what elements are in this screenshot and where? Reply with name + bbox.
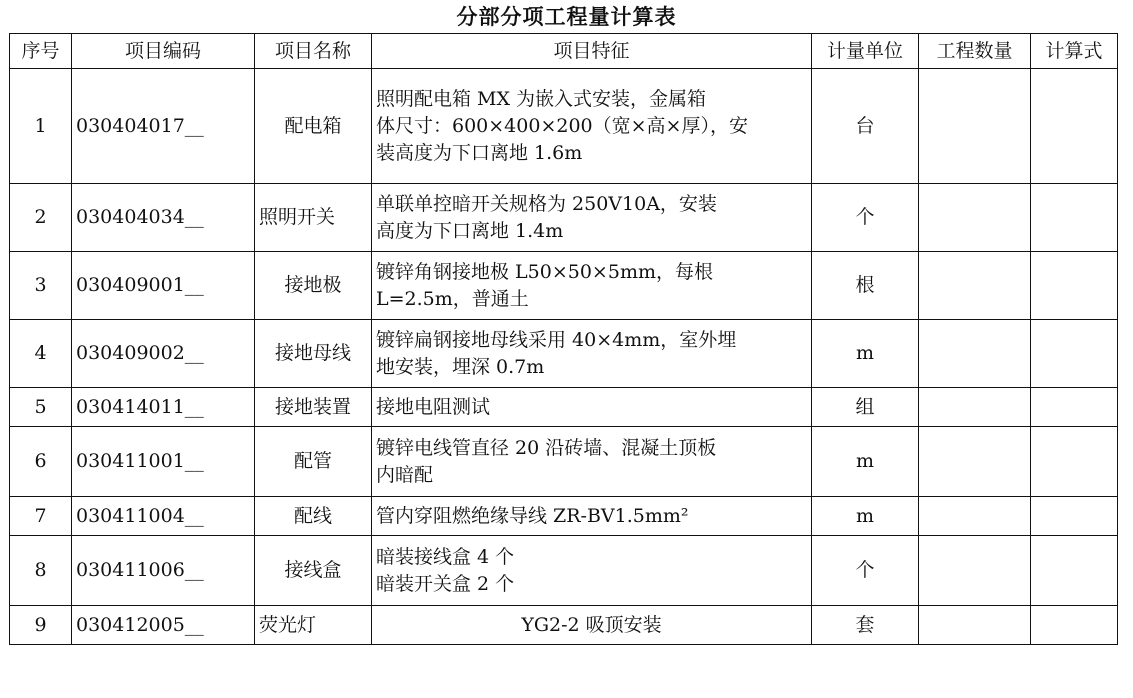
header-quantity: 工程数量 (919, 34, 1031, 69)
row-feature-cell (372, 184, 812, 252)
feature-line: 体尺寸：600×400×200（宽×高×厚），安 (376, 114, 748, 137)
row-code-cell: 030409001__ (72, 252, 255, 320)
row-code-cell: 030412005__ (72, 606, 255, 645)
row-name-cell: 荧光灯 (255, 606, 372, 645)
table-body (10, 69, 1118, 645)
table-row (10, 388, 1118, 427)
table-row (10, 252, 1118, 320)
row-seq-cell: 6 (10, 427, 72, 497)
row-unit-cell: 组 (812, 388, 919, 427)
feature-line: 内暗配 (376, 463, 434, 486)
row-feature-cell (372, 69, 812, 184)
row-seq-cell: 9 (10, 606, 72, 645)
row-name-cell: 接线盒 (255, 536, 372, 606)
row-name-cell: 配管 (255, 427, 372, 497)
header-name: 项目名称 (255, 34, 372, 69)
header-formula: 计算式 (1031, 34, 1118, 69)
row-code-cell: 030414011__ (72, 388, 255, 427)
row-seq-cell: 7 (10, 497, 72, 536)
row-seq-cell: 5 (10, 388, 72, 427)
row-code-cell: 030411001__ (72, 427, 255, 497)
row-feature-cell (372, 427, 812, 497)
row-unit-cell: m (812, 497, 919, 536)
row-code-cell: 030409002__ (72, 320, 255, 388)
feature-line: 装高度为下口离地 1.6m (376, 141, 583, 164)
row-quantity-cell (919, 320, 1031, 388)
header-code: 项目编码 (72, 34, 255, 69)
feature-line: 镀锌扁钢接地母线采用 40×4mm，室外埋 (376, 328, 737, 351)
row-name-cell: 照明开关 (255, 184, 372, 252)
row-unit-cell: m (812, 320, 919, 388)
feature-line: 高度为下口离地 1.4m (376, 219, 564, 242)
row-formula-cell (1031, 184, 1118, 252)
feature-line: 镀锌角钢接地极 L50×50×5mm，每根 (376, 260, 713, 283)
row-formula-cell (1031, 69, 1118, 184)
row-seq-cell: 1 (10, 69, 72, 184)
row-unit-cell: 套 (812, 606, 919, 645)
row-quantity-cell (919, 536, 1031, 606)
row-feature-cell (372, 536, 812, 606)
feature-line: L=2.5m，普通土 (376, 287, 529, 310)
table-row (10, 69, 1118, 184)
row-feature-cell (372, 497, 812, 536)
row-formula-cell (1031, 497, 1118, 536)
feature-line: 接地电阻测试 (376, 395, 491, 418)
row-seq-cell: 8 (10, 536, 72, 606)
row-name-cell: 接地极 (255, 252, 372, 320)
row-formula-cell (1031, 427, 1118, 497)
row-name-cell: 接地母线 (255, 320, 372, 388)
row-seq-cell: 2 (10, 184, 72, 252)
row-feature-cell (372, 252, 812, 320)
header-feature: 项目特征 (372, 34, 812, 69)
feature-line: 暗装接线盒 4 个 (376, 545, 515, 568)
row-quantity-cell (919, 69, 1031, 184)
row-unit-cell: m (812, 427, 919, 497)
feature-line: YG2-2 吸顶安装 (521, 613, 662, 636)
row-seq-cell: 3 (10, 252, 72, 320)
feature-line: 暗装开关盒 2 个 (376, 572, 515, 595)
row-quantity-cell (919, 252, 1031, 320)
row-unit-cell: 个 (812, 536, 919, 606)
row-quantity-cell (919, 388, 1031, 427)
row-formula-cell (1031, 606, 1118, 645)
row-quantity-cell (919, 427, 1031, 497)
table-row (10, 184, 1118, 252)
header-seq: 序号 (10, 34, 72, 69)
feature-line: 单联单控暗开关规格为 250V10A，安装 (376, 192, 717, 215)
row-feature-cell (372, 388, 812, 427)
row-unit-cell: 根 (812, 252, 919, 320)
row-quantity-cell (919, 606, 1031, 645)
row-quantity-cell (919, 497, 1031, 536)
header-row (10, 34, 1118, 69)
row-quantity-cell (919, 184, 1031, 252)
row-code-cell: 030404034__ (72, 184, 255, 252)
row-formula-cell (1031, 388, 1118, 427)
table-row (10, 536, 1118, 606)
row-name-cell: 配线 (255, 497, 372, 536)
row-name-cell: 接地装置 (255, 388, 372, 427)
row-unit-cell: 个 (812, 184, 919, 252)
row-feature-cell (372, 606, 812, 645)
feature-line: 管内穿阻燃绝缘导线 ZR-BV1.5mm² (376, 504, 689, 527)
feature-line: 地安装，埋深 0.7m (376, 355, 545, 378)
row-feature-cell (372, 320, 812, 388)
feature-line: 照明配电箱 MX 为嵌入式安装，金属箱 (376, 87, 707, 110)
row-code-cell: 030411004__ (72, 497, 255, 536)
row-formula-cell (1031, 320, 1118, 388)
row-code-cell: 030411006__ (72, 536, 255, 606)
feature-line: 镀锌电线管直径 20 沿砖墙、混凝土顶板 (376, 436, 717, 459)
header-unit: 计量单位 (812, 34, 919, 69)
row-name-cell: 配电箱 (255, 69, 372, 184)
quantity-table (9, 33, 1118, 645)
row-code-cell: 030404017__ (72, 69, 255, 184)
row-formula-cell (1031, 252, 1118, 320)
table-title: 分部分项工程量计算表 (456, 5, 677, 29)
row-seq-cell: 4 (10, 320, 72, 388)
table-row (10, 427, 1118, 497)
row-unit-cell: 台 (812, 69, 919, 184)
row-formula-cell (1031, 536, 1118, 606)
table-row (10, 320, 1118, 388)
table-row (10, 606, 1118, 645)
table-row (10, 497, 1118, 536)
